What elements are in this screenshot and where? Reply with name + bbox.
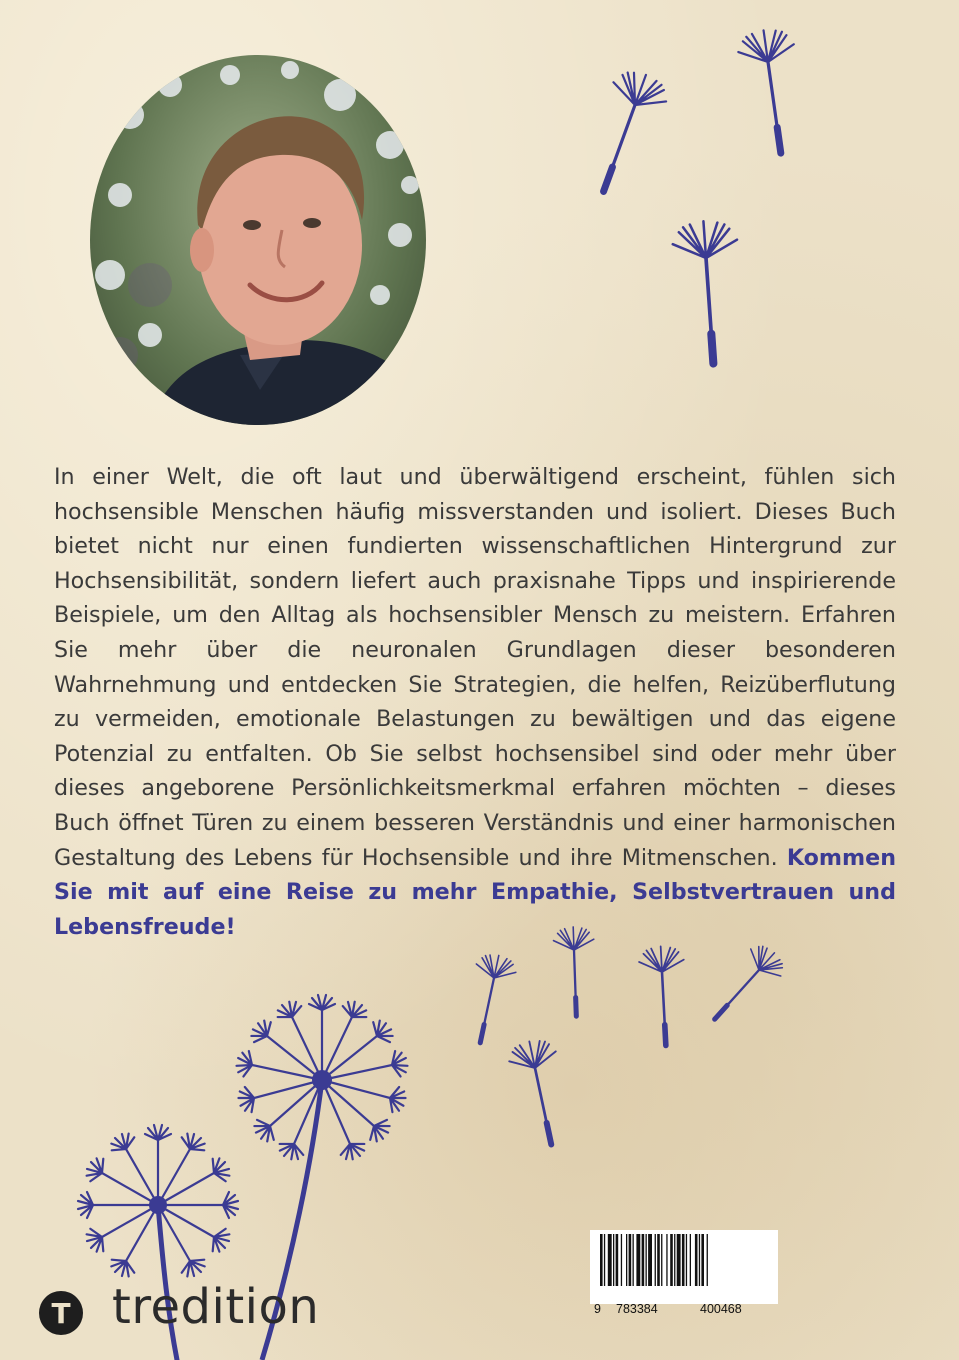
dandelion-seed-icon — [461, 951, 519, 1047]
dandelion-seed-icon — [700, 939, 790, 1032]
dandelion-seed-icon — [506, 1036, 574, 1149]
blurb-highlight: Kommen Sie mit auf eine Reise zu mehr Empathie, Selbstvertrauen und Lebensfreude! — [54, 844, 896, 940]
publisher-logo-letter: T — [51, 1297, 71, 1330]
isbn-barcode — [590, 1230, 778, 1316]
dandelion-seed-icon — [736, 26, 809, 157]
dandelion-seed-icon — [577, 65, 672, 201]
barcode-bars — [590, 1230, 778, 1304]
isbn-digits-left: 783384 — [616, 1302, 658, 1316]
isbn-digits-right: 400468 — [700, 1302, 742, 1316]
tredition-logo-icon — [38, 1290, 84, 1336]
publisher-name: tredition — [112, 1279, 320, 1335]
dandelion-seed-icon — [671, 219, 745, 366]
isbn-digit-first: 9 — [594, 1302, 601, 1316]
dandelion-seed-icon — [638, 945, 688, 1046]
blurb-text: In einer Welt, die oft laut und überwältigend erscheint, fühlen sich hochsensible Menschen häufig missverstanden und isoliert. Dieses Buch bietet nicht nur einen fundierten wissenschaftlichen Hintergrund zur Hochsensibilität, sondern liefert auch praxisnahe Tipps und inspirierende Beispiele, um den Alltag als hochsensibler Mensch zu meistern. Erfahren Sie mehr über die neuronalen Grundlagen dieser besonderen Wahrnehmung und entdecken Sie Strategien, die helfen, Reizüberflutung zu vermeiden, emotionale Belastungen zu bewältigen und das eigene Potenzial zu entfalten. Ob Sie selbst hochsensibel sind oder mehr über dieses angeborene Persönlichkeitsmerkmal erfahren möchten – dieses Buch öffnet Türen zu einem besseren Verständnis und einer harmonischen Gestaltung des Lebens für Hochsensible und ihre Mitmenschen. — [54, 464, 896, 871]
back-cover-blurb — [54, 460, 896, 944]
